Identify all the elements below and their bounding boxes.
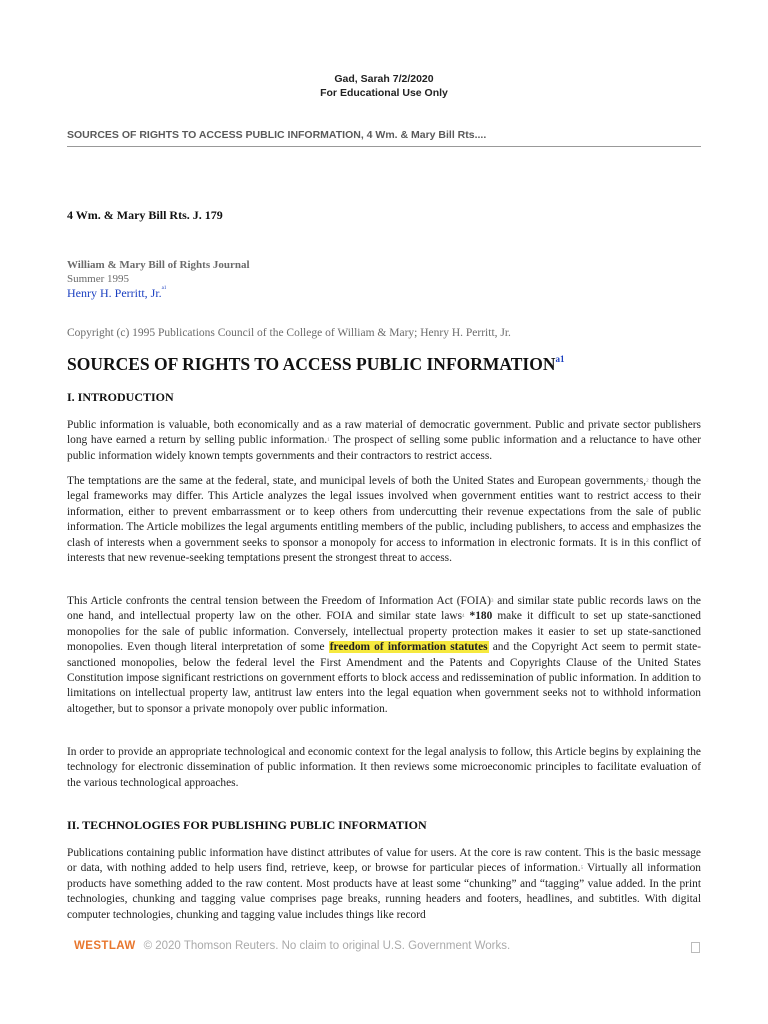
paragraph-text: though the legal frameworks may differ. This Article analyzes the legal issues involved when government entities want to restrict access to their information, either to prevent embarrassment or to keep others from undercutting their revenue expectations from the sale of public information. The Article mobilizes the legal arguments entitling members of the public, including publishers, to access and emphasizes the clash of interests when a government seeks to sponsor a monopoly for access to information in electronic formats. It is in this conflict of interests that new revenue-seeking temptations present the strongest threat to access. [67,475,701,565]
footnote-ref-5[interactable]: 5 [580,866,584,872]
author-name[interactable]: Henry H. Perritt, Jr. [67,286,162,300]
publication-date: Summer 1995 [67,273,130,285]
footnote-ref-2[interactable]: 2 [646,479,649,484]
paragraph-4: In order to provide an appropriate technological and economic context for the legal analysis to follow, this Article begins by explaining the technology for electronic dissemination of public information. It then reviews some microeconomic principles to facilitate evaluation of the various technological approaches. [67,746,701,789]
running-head: SOURCES OF RIGHTS TO ACCESS PUBLIC INFORMATION, 4 Wm. & Mary Bill Rts.... [67,129,487,141]
footnote-ref-3[interactable]: 3 [490,599,494,604]
paragraph-text: make it difficult to set up state-sanctioned monopolies for the sale of public information. Conversely, intellectual property protection makes it easier to set up state-sanctioned monopolies. Even though literal interpretation of some [67,610,701,654]
header-divider [67,146,701,147]
paragraph-text: Virtually all information products have something added to the raw content. Most products have at least some “chunking” and “tagging” value added. In the print technologies, chunking and tagging value comprises page breaks, running headers and footers, headlines, and subtitles. With digital computer technologies, chunking and tagging value includes things like record [67,862,701,921]
paragraph-text: This Article confronts the central tension between the Freedom of Information Act (FOIA) [67,595,491,607]
author-link[interactable] [67,286,166,301]
paragraph-2 [67,474,701,566]
footer [74,940,702,956]
header-user-date: Gad, Sarah 7/2/2020 [334,73,434,85]
star-page-marker: *180 [464,610,493,623]
paragraph-text: and similar state public records laws on the one hand, and intellectual property law on the other. FOIA and similar state laws [67,595,701,623]
paragraph-1 [67,418,701,464]
footnote-ref-4[interactable]: 4 [462,614,465,620]
journal-name: William & Mary Bill of Rights Journal [67,259,250,271]
paragraph-3 [67,594,701,717]
search-term-highlight: freedom of information statutes [329,641,488,654]
page-icon [691,942,700,953]
footnote-ref-1[interactable]: 1 [327,438,330,444]
paragraph-text: Public information is valuable, both economically and as a raw material of democratic government. Public and private sector publishers long have earned a return by selling public information. [67,419,701,447]
title-footnote-ref[interactable]: a1 [555,354,565,364]
westlaw-logo: WESTLAW [74,940,136,952]
section-heading-technologies: II. TECHNOLOGIES FOR PUBLISHING PUBLIC INFORMATION [67,818,427,832]
paragraph-text: The prospect of selling some public information and a reluctance to have other public information widely known tempts governments and their contractors to restrict access. [67,434,702,462]
article-title [67,354,564,375]
article-title-text: SOURCES OF RIGHTS TO ACCESS PUBLIC INFORMATION [67,354,556,374]
copyright-notice: Copyright (c) 1995 Publications Council of the College of William & Mary; Henry H. Perritt, Jr. [67,327,511,339]
section-heading-introduction: I. INTRODUCTION [67,390,174,404]
citation: 4 Wm. & Mary Bill Rts. J. 179 [67,208,223,222]
paragraph-text: and the Copyright Act seem to permit state-sanctioned monopolies, below the federal level the First Amendment and the Patents and Copyrights Clause of the United States Constitution impose significant restrictions on government efforts to block access and redissemination of public information. In addition to limitations on intellectual property law, antitrust law enters into the legal equation when government seeks not to withhold information altogether, but to sponsor a private monopoly over public information. [67,641,702,715]
header-use-notice: For Educational Use Only [320,87,448,99]
paragraph-text: The temptations are the same at the federal, state, and municipal levels of both the United States and European governments, [67,475,647,487]
paragraph-5 [67,846,701,923]
paragraph-text: Publications containing public information have distinct attributes of value for users. At the core is raw content. This is the basic message or data, with nothing added to help users find, retrieve, keep, or browse for particular pieces of information. [67,847,701,875]
footer-copyright: © 2020 Thomson Reuters. No claim to original U.S. Government Works. [143,940,511,952]
author-footnote-ref[interactable]: a1 [161,286,167,291]
